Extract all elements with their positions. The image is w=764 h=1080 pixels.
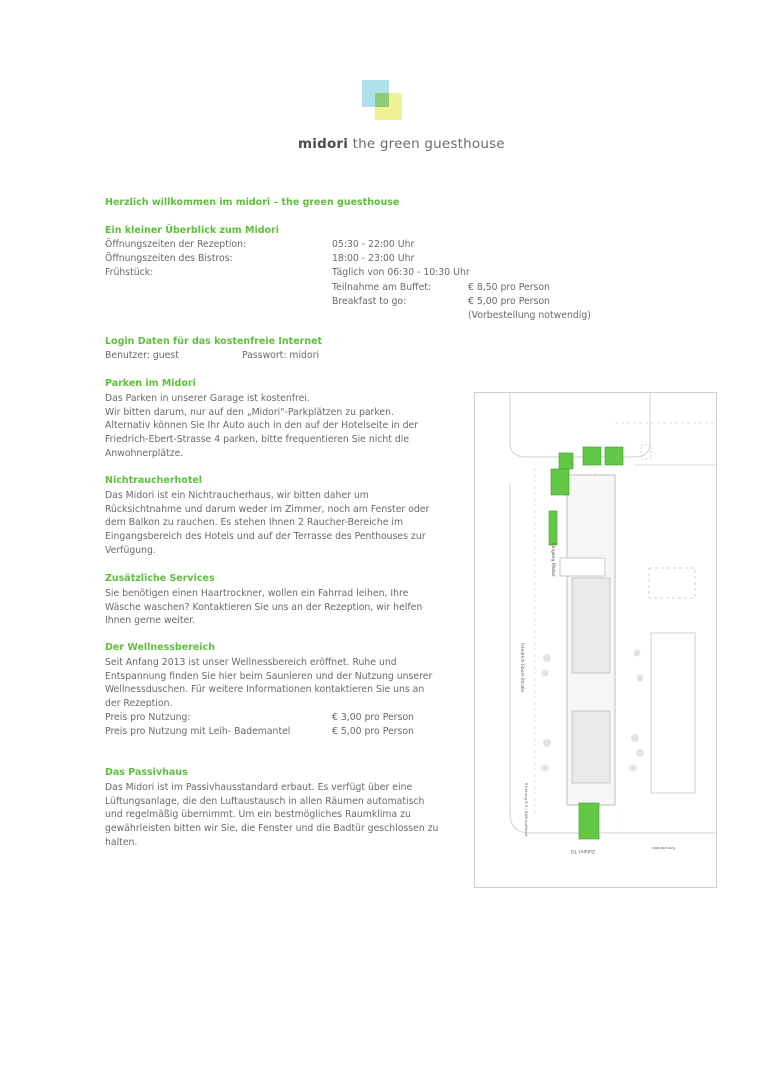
togo-price: € 5,00 pro Person: [468, 296, 550, 307]
services-text: [105, 587, 422, 628]
bistro-label: Öffnungszeiten des Bistros:: [105, 253, 233, 264]
wellness-line: Wellnessduschen. Für weitere Informationen kontaktieren Sie uns an: [105, 684, 425, 696]
passivhaus-line: halten.: [105, 836, 138, 848]
togo-note: (Vorbestellung notwendig): [468, 310, 591, 321]
nichtraucher-line: Rücksichtnahme und darum weder im Zimmer, noch am Fenster oder: [105, 503, 430, 515]
wellness-heading: Der Wellnessbereich: [105, 642, 215, 653]
fruehstueck-label: Frühstück:: [105, 267, 154, 278]
logo: [362, 80, 404, 122]
map-label-entrance: Eingang Midori: [550, 543, 555, 577]
services-heading: Zusätzliche Services: [105, 573, 215, 584]
parken-line: Friedrich-Ebert-Strasse 4 parken, bitte frequentieren Sie nicht die: [105, 434, 410, 446]
brand-name: [298, 136, 505, 152]
site-map: [474, 392, 717, 888]
map-label-bottom-street: Kreuzstraße: [652, 846, 675, 851]
nichtraucher-line: Verfügung.: [105, 544, 156, 556]
parken-line: Wir bitten darum, nur auf den „Midori"-Parkplätzen zu parken.: [105, 406, 394, 418]
parken-line: Das Parken in unserer Garage ist kostenfrei.: [105, 393, 310, 404]
welcome-heading: Herzlich willkommen im midori – the green guesthouse: [105, 197, 400, 208]
rezeption-label: Öffnungszeiten der Rezeption:: [105, 239, 247, 250]
wellness-price-label: Preis pro Nutzung:: [105, 712, 191, 723]
nichtraucher-line: Das Midori ist ein Nichtraucherhaus, wir bitten daher um: [105, 490, 369, 501]
brand-name-bold: midori: [298, 136, 349, 152]
parken-line: Alternativ können Sie Ihr Auto auch in den auf der Hotelseite in der: [105, 420, 419, 432]
togo-label: Breakfast to go:: [332, 296, 407, 307]
bistro-value: 18:00 - 23:00 Uhr: [332, 253, 415, 264]
neighbour-building: [651, 633, 695, 793]
building-court-south: [572, 711, 610, 783]
map-label-garage: Zufahrt TG: [570, 848, 595, 853]
overview-heading: Ein kleiner Überblick zum Midori: [105, 225, 279, 236]
login-heading: Login Daten für das kostenfreie Internet: [105, 336, 323, 347]
brand-name-rest: the green guesthouse: [348, 136, 505, 152]
wellness-line: Entspannung finden Sie hier beim Saunieren und der Nutzung unserer: [105, 670, 433, 682]
wellness-price-value: € 3,00 pro Person: [332, 712, 414, 723]
login-user: Benutzer: guest: [105, 350, 179, 361]
services-line: Ihnen gerne weiter.: [105, 615, 196, 627]
building-wing: [560, 558, 605, 576]
passivhaus-line: und regelmäßig übernimmt. Um ein bestmögliches Raumklima zu: [105, 809, 411, 821]
passivhaus-heading: Das Passivhaus: [105, 767, 188, 778]
parken-heading: Parken im Midori: [105, 378, 196, 389]
services-line: Wäsche waschen? Kontaktieren Sie uns an der Rezeption, wir helfen: [105, 601, 423, 613]
passivhaus-line: Lüftungsanlage, die den Luftaustausch in allen Räumen automatisch: [105, 795, 425, 807]
wellness-line: der Rezeption.: [105, 698, 173, 710]
fruehstueck-value: Täglich von 06:30 - 10:30 Uhr: [332, 267, 470, 278]
login-password: Passwort: midori: [242, 350, 320, 361]
nichtraucher-line: Eingangsbereich des Hotels und auf der Terrasse des Penthouses zur: [105, 531, 426, 543]
passivhaus-text: [105, 781, 438, 850]
building-court-north: [572, 578, 610, 673]
wellness-text: [105, 656, 432, 711]
nichtraucher-line: dem Balkon zu rauchen. Es stehen Ihnen 2 Raucher-Bereiche im: [105, 517, 404, 529]
nichtraucher-heading: Nichtraucherhotel: [105, 475, 203, 486]
rezeption-value: 05:30 - 22:00 Uhr: [332, 239, 415, 250]
passivhaus-line: Das Midori ist im Passivhausstandard erbaut. Es verfügt über eine: [105, 782, 413, 793]
site-map-drawing: [475, 393, 716, 887]
logo-square-green: [375, 93, 389, 107]
wellness-price2-value: € 5,00 pro Person: [332, 726, 414, 737]
nichtraucher-text: [105, 489, 429, 558]
wellness-line: Seit Anfang 2013 ist unser Wellnessbereich eröffnet. Ruhe und: [105, 657, 397, 668]
neighbour-lot: [649, 568, 695, 598]
wellness-price2-label: Preis pro Nutzung mit Leih- Bademantel: [105, 726, 291, 737]
parken-text: [105, 392, 418, 461]
passivhaus-line: gewährleisten bitten wir Sie, die Fenster und die Badtür geschlossen zu: [105, 823, 439, 835]
services-line: Sie benötigen einen Haartrockner, wollen ein Fahrrad leihen, Ihre: [105, 588, 409, 599]
parken-line: Anwohnerplätze.: [105, 447, 184, 459]
top-road-outline: [510, 393, 650, 457]
buffet-price: € 8,50 pro Person: [468, 282, 550, 293]
map-label-side-street: Richtung B 3 / BAB Aufffahrt: [524, 783, 529, 837]
map-label-street: Friedrich-Ebert-Straße: [519, 643, 524, 693]
buffet-label: Teilnahme am Buffet:: [332, 282, 432, 293]
